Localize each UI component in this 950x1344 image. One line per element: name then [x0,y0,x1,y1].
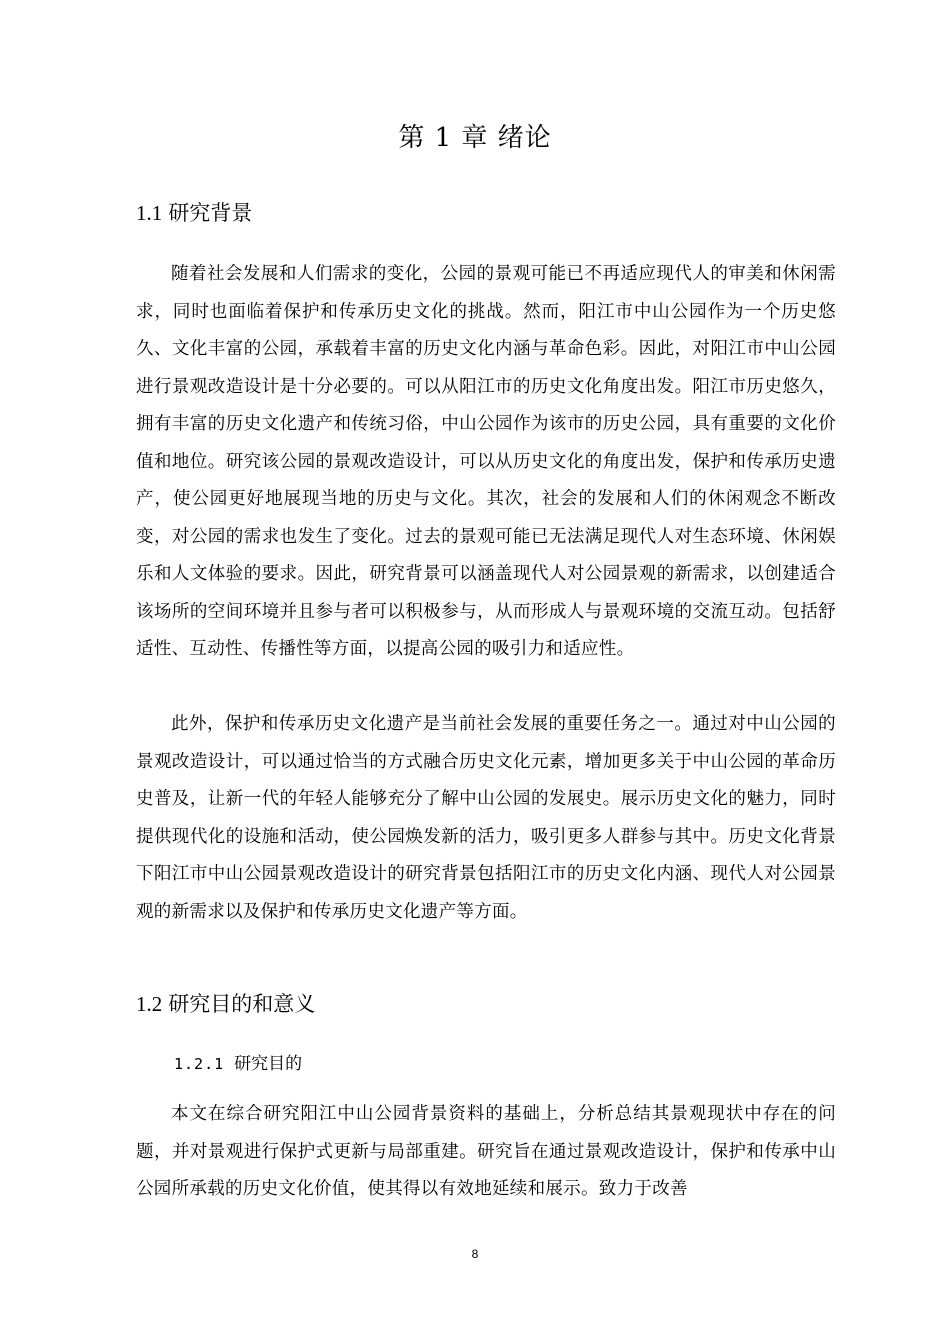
body-paragraph: 本文在综合研究阳江中山公园背景资料的基础上，分析总结其景观现状中存在的问题，并对景观进行保护式更新与局部重建。研究旨在通过景观改造设计，保护和传承中山公园所承载的历史文化价值，使其得以有效地延续和展示。致力于改善 [136,1104,836,1199]
section-title: 研究背景 [168,201,253,225]
subsection-title: 研究目的 [234,1054,303,1074]
section-number: 1.2 [136,992,163,1016]
page-number: 8 [471,1247,479,1261]
section-number: 1.1 [136,201,163,225]
body-paragraph: 此外，保护和传承历史文化遗产是当前社会发展的重要任务之一。通过对中山公园的景观改造设计，可以通过恰当的方式融合历史文化元素，增加更多关于中山公园的革命历史普及，让新一代的年轻人能够充分了解中山公园的发展史。展示历史文化的魅力，同时提供现代化的设施和活动，使公园焕发新的活力，吸引更多人群参与其中。历史文化背景下阳江市中山公园景观改造设计的研究背景包括阳江市的历史文化内涵、现代人对公园景观的新需求以及保护和传承历史文化遗产等方面。 [136,714,836,922]
section-heading-1-2 [136,988,315,1020]
section-title: 研究目的和意义 [168,992,316,1016]
body-paragraph: 随着社会发展和人们需求的变化，公园的景观可能已不再适应现代人的审美和休闲需求，同时也面临着保护和传承历史文化的挑战。然而，阳江市中山公园作为一个历史悠久、文化丰富的公园，承载着丰富的历史文化内涵与革命色彩。因此，对阳江市中山公园进行景观改造设计是十分必要的。可以从阳江市的历史文化角度出发。阳江市历史悠久，拥有丰富的历史文化遗产和传统习俗，中山公园作为该市的历史公园，具有重要的文化价值和地位。研究该公园的景观改造设计，可以从历史文化的角度出发，保护和传承历史遗产，使公园更好地展现当地的历史与文化。其次，社会的发展和人们的休闲观念不断改变，对公园的需求也发生了变化。过去的景观可能已无法满足现代人对生态环境、休闲娱乐和人文体验的要求。因此，研究背景可以涵盖现代人对公园景观的新需求，以创建适合该场所的空间环境并且参与者可以积极参与，从而形成人与景观环境的交流互动。包括舒适性、互动性、传播性等方面，以提高公园的吸引力和适应性。 [136,264,836,659]
subsection-number: 1.2.1 [174,1055,225,1073]
subsection-heading-1-2-1 [174,1050,302,1078]
chapter-title: 第 1 章 绪论 [398,123,552,153]
section-heading-1-1 [136,197,252,229]
